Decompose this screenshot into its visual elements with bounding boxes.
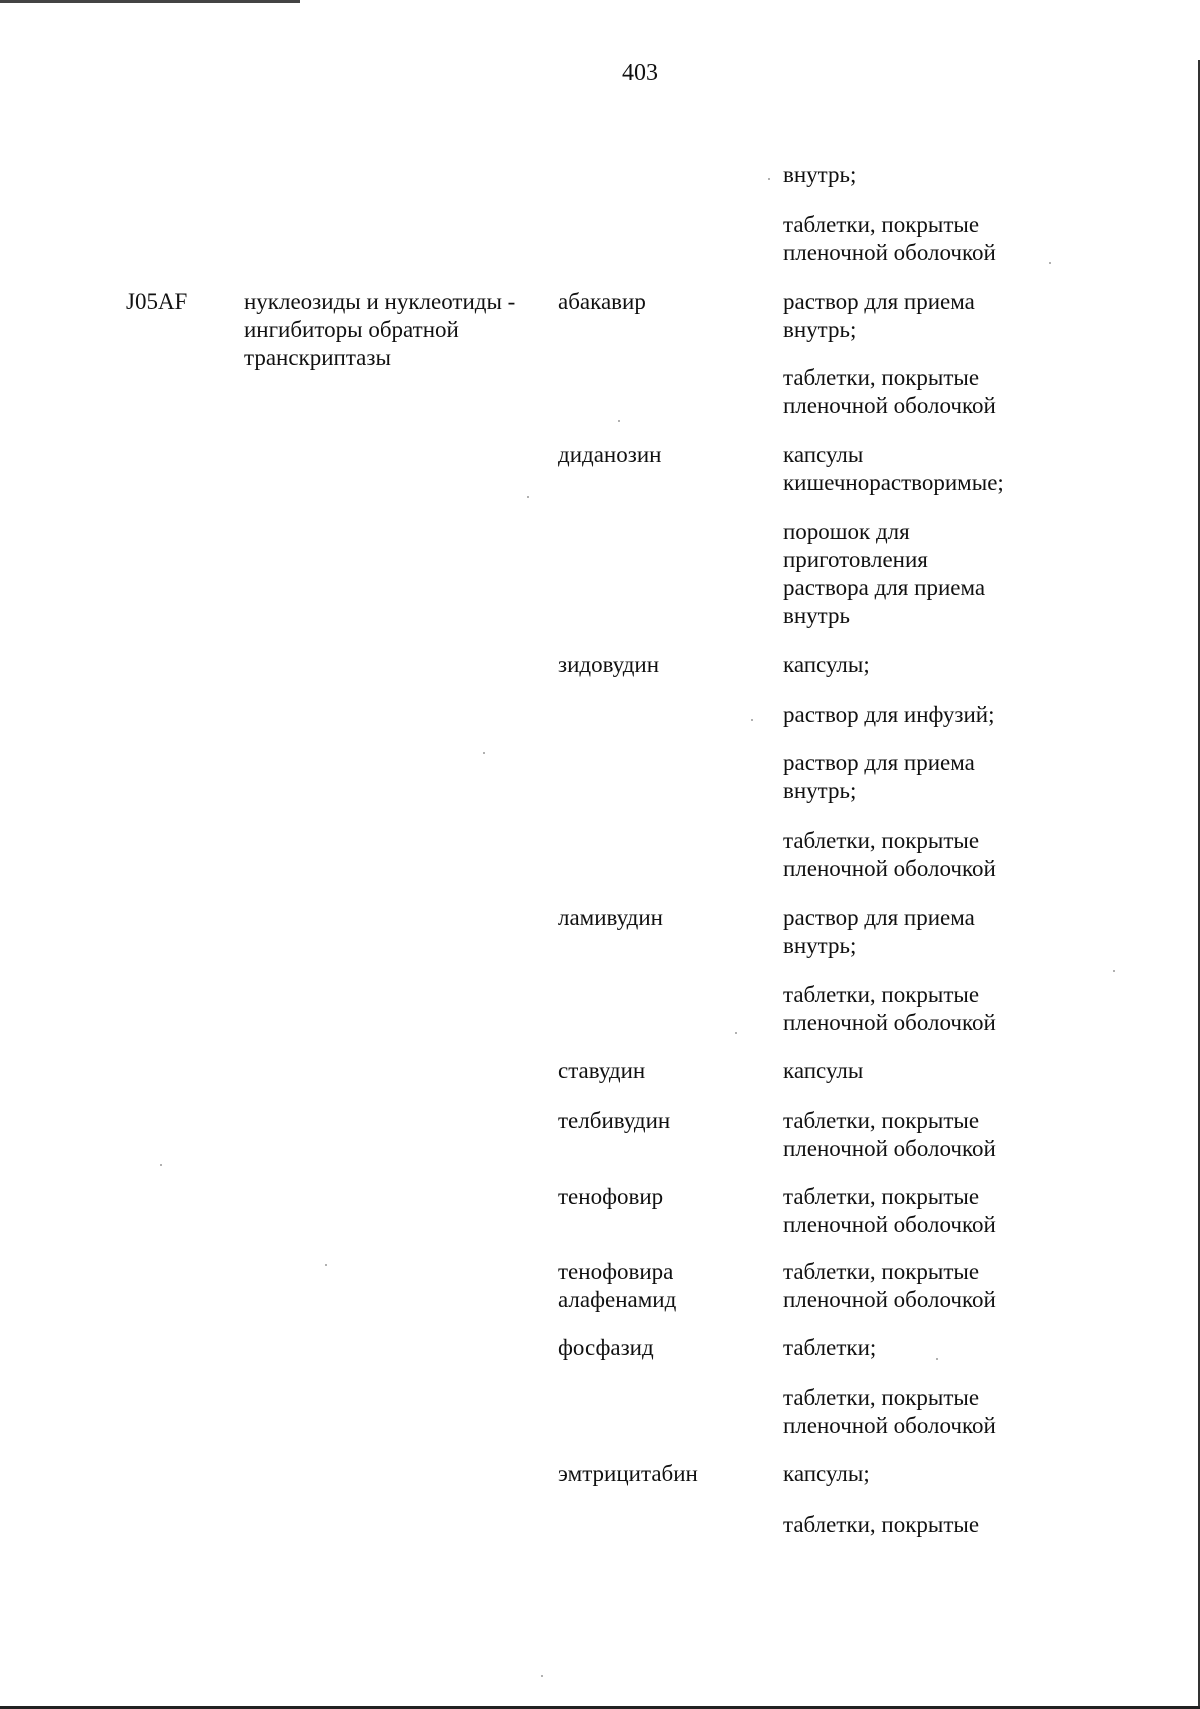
dosage-form: таблетки, покрытые пленочной оболочкой: [783, 365, 996, 418]
scan-speck: [325, 1264, 327, 1266]
drug-name: диданозин: [558, 442, 662, 467]
atc-code: J05AF: [126, 289, 188, 314]
scan-speck: [1113, 970, 1115, 972]
drug-name: тенофовир: [558, 1184, 664, 1209]
dosage-form: раствор для приема внутрь;: [783, 750, 975, 803]
scan-speck: [160, 1164, 162, 1166]
dosage-form: таблетки, покрытые пленочной оболочкой: [783, 982, 996, 1035]
scan-speck: [1049, 262, 1051, 264]
dosage-form: таблетки, покрытые пленочной оболочкой: [783, 1108, 996, 1161]
dosage-form: таблетки, покрытые пленочной оболочкой: [783, 828, 996, 881]
dosage-form: капсулы: [783, 1058, 864, 1083]
drug-name: зидовудин: [558, 652, 660, 677]
scan-speck: [768, 178, 770, 180]
dosage-form: таблетки, покрытые пленочной оболочкой: [783, 1385, 996, 1438]
dosage-form: таблетки, покрытые пленочной оболочкой: [783, 212, 996, 265]
dosage-form: таблетки, покрытые: [783, 1512, 980, 1537]
dosage-form: раствор для приема внутрь;: [783, 905, 975, 958]
dosage-form: внутрь;: [783, 162, 857, 187]
drug-name: ставудин: [558, 1058, 646, 1083]
scan-speck: [541, 1675, 543, 1677]
dosage-form: порошок для приготовления раствора для приема внутрь: [783, 519, 986, 628]
dosage-form: таблетки;: [783, 1335, 877, 1360]
dosage-form: таблетки, покрытые пленочной оболочкой: [783, 1259, 996, 1312]
dosage-form: капсулы;: [783, 1461, 870, 1486]
dosage-form: раствор для инфузий;: [783, 702, 995, 727]
scan-speck: [936, 1358, 938, 1360]
drug-name: ламивудин: [558, 905, 663, 930]
dosage-form: капсулы;: [783, 652, 870, 677]
drug-name: тенофовира алафенамид: [558, 1259, 677, 1312]
dosage-form: капсулы кишечнорастворимые;: [783, 442, 1004, 495]
drug-name: фосфазид: [558, 1335, 654, 1360]
drug-name: телбивудин: [558, 1108, 671, 1133]
drug-name: эмтрицитабин: [558, 1461, 698, 1486]
dosage-form: таблетки, покрытые пленочной оболочкой: [783, 1184, 996, 1237]
scan-speck: [618, 420, 620, 422]
group-name: нуклеозиды и нуклеотиды - ингибиторы обратной транскриптазы: [244, 289, 516, 370]
page-number: 403: [622, 60, 658, 86]
dosage-form: раствор для приема внутрь;: [783, 289, 975, 342]
drug-name: абакавир: [558, 289, 646, 314]
scan-speck: [483, 752, 485, 754]
scan-speck: [751, 719, 753, 721]
scan-speck: [735, 1032, 737, 1034]
scan-border-top: [0, 0, 300, 3]
scan-speck: [527, 496, 529, 498]
